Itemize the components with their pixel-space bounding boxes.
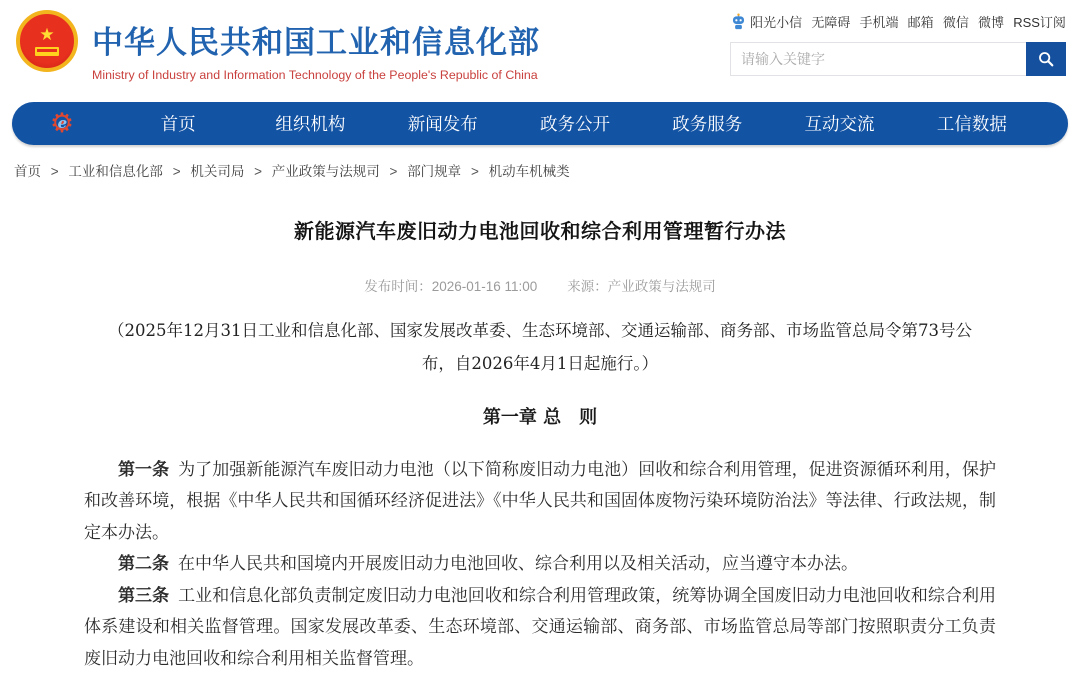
chapter-heading: 第一章 总 则 [482,407,598,428]
nav-item-gov-services[interactable]: 政务服务 [672,114,743,134]
site-title-block [92,17,540,82]
search-icon [1037,50,1055,68]
article-clause-label: 第一条 [118,460,170,480]
breadcrumb-separator: > [254,164,262,179]
search-input[interactable] [731,43,1026,75]
article-paragraph [84,549,996,580]
breadcrumb-separator: > [172,164,181,179]
article-paragraph [84,455,996,549]
breadcrumb-separator: > [470,164,479,179]
breadcrumb-miit[interactable]: 工业和信息化部 [68,164,163,179]
breadcrumb-dept-regulations[interactable]: 部门规章 [407,164,462,179]
nav-item-organization[interactable]: 组织机构 [275,114,346,134]
search-bar [730,42,1066,76]
article-clause-text: 在中华人民共和国境内开展废旧动力电池回收、综合利用以及相关活动，应当遵守本办法。 [178,554,858,575]
top-link-rss[interactable]: RSS订阅 [1013,15,1066,30]
source-value: 产业政策与法规司 [607,279,716,294]
top-link-wechat[interactable]: 微信 [942,15,969,30]
national-emblem-icon [16,10,78,72]
miit-gear-e-logo-icon[interactable]: ⚙ e [12,110,112,137]
article-title: 新能源汽车废旧动力电池回收和综合利用管理暂行办法 [294,221,786,243]
emblem-gate-icon [35,47,59,56]
article-meta [84,275,996,295]
site-title: 中华人民共和国工业和信息化部 [92,25,540,60]
top-link-weibo[interactable]: 微博 [978,15,1005,30]
nav-item-gov-disclosure[interactable]: 政务公开 [539,114,610,134]
breadcrumb-home[interactable]: 首页 [14,164,41,179]
breadcrumb-separator: > [50,164,59,179]
publish-time: 2026-01-16 11:00 [431,279,538,294]
article-clause-text: 工业和信息化部负责制定废旧动力电池回收和综合利用管理政策，统筹协调全国废旧动力电池回收和综合利用体系建设和相关监督管理。国家发展改革委、生态环境部、交通运输部、商务部、市场监管总局等部门按照职责分工负责废旧动力电池回收和综合利用相关监督管理。 [84,585,997,669]
source-label: 来源： [567,279,608,294]
search-button[interactable] [1026,42,1066,76]
nav-item-miit-data[interactable]: 工信数据 [936,114,1007,134]
top-links-bar [730,12,1066,31]
promulgation-note: （2025年12月31日工业和信息化部、国家发展改革委、生态环境部、交通运输部、商务部、市场监管总局令第73号公布，自2026年4月1日起施行。） [108,321,972,373]
article-clause-label: 第二条 [118,554,169,575]
breadcrumb-vehicle-machinery[interactable]: 机动车机械类 [488,164,570,179]
breadcrumb-separator: > [389,164,398,179]
breadcrumb-policy-law-dept[interactable]: 产业政策与法规司 [271,164,380,179]
assistant-robot-icon [730,13,747,30]
site-subtitle: Ministry of Industry and Information Technology of the People's Republic of China [92,68,538,82]
article-paragraph [84,581,996,675]
article-clause-label: 第三条 [118,585,170,606]
emblem-star-icon [35,26,59,44]
article-body [84,455,996,675]
breadcrumb [14,160,1080,180]
top-link-mail[interactable]: 邮箱 [907,15,934,30]
publish-time-label: 发布时间： [364,279,432,294]
top-link-sunshine-assistant[interactable]: 阳光小信 [750,15,803,30]
top-link-accessibility[interactable]: 无障碍 [811,15,851,30]
breadcrumb-departments[interactable]: 机关司局 [190,164,245,179]
article [84,215,996,675]
main-nav [12,102,1068,145]
top-link-mobile[interactable]: 手机端 [859,15,899,30]
nav-item-interaction[interactable]: 互动交流 [804,114,875,134]
site-header [0,0,1080,99]
nav-item-news[interactable]: 新闻发布 [407,114,478,134]
nav-item-home[interactable]: 首页 [160,114,196,134]
article-clause-text: 为了加强新能源汽车废旧动力电池（以下简称废旧动力电池）回收和综合利用管理，促进资源循环利用，保护和改善环境，根据《中华人民共和国循环经济促进法》《中华人民共和国固体废物污染环境防治法》等法律、行政法规，制定本办法。 [84,460,997,543]
